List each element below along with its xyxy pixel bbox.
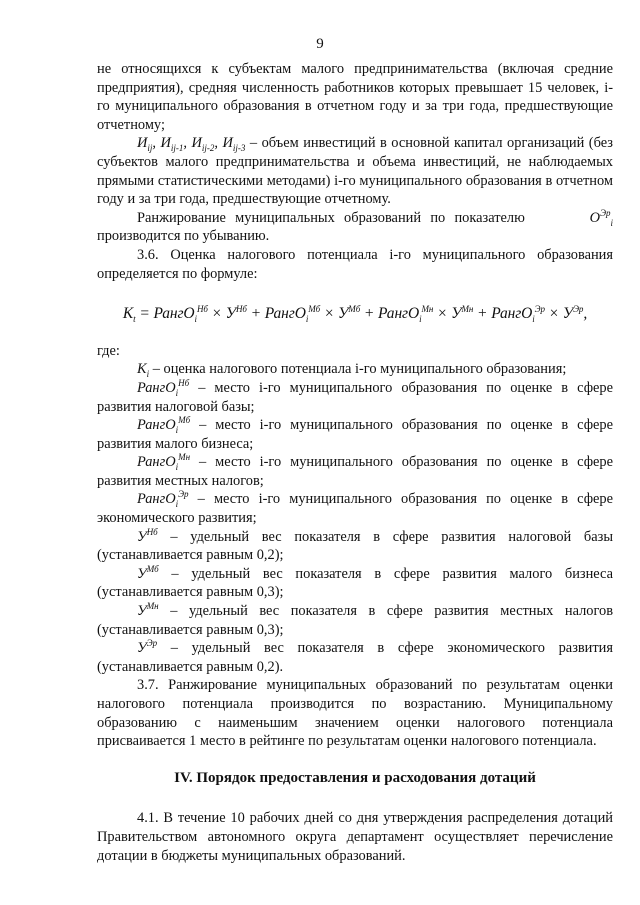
paragraph-ranking: Ранжирование муниципальных образований по показателю $O^{Эр}_i$ производится по убыванию. [97,207,613,245]
definition-k: $K_i$ – оценка налогового потенциала i-го муниципального образования; [137,361,567,380]
weight-er: $У^{Эр}$ – удельный вес показателя в сфере экономического развития (устанавливается равным 0,2). [97,638,613,675]
section-4-1: 4.1. В течение 10 рабочих дней со дня утверждения распределения дотаций Правительством автономного округа департамент осуществляет перечисление дотации в бюджеты муниципальных образований. [97,810,613,864]
paragraph-investment-definition: $И_{ij}$, $И_{ij-1}$, $И_{ij-2}$, $И_{ij-3}$ – объем инвестиций в основной капитал организаций (без субъектов малого предпринимательства и объема инвестиций, не наблюдаемых прямыми статистическими методами) i-го муниципального образования в отчетном году и за три года, предшествующие отчетному. [97,135,613,208]
weight-mn: $У^{Мн}$ – удельный вес показателя в сфере развития местных налогов (устанавливается равным 0,3); [97,601,613,638]
document-body [97,60,613,865]
definition-rank-nb: РангO$_i^{Нб}$ – место i-го муниципального образования по оценке в сфере развития налоговой базы; [97,378,613,415]
paragraph-continuation: не относящихся к субъектам малого предпринимательства (включая средние предприятия), средняя численность работников которых превышает 15 человек, i-го муниципального образования в отчетном году и за три года, предшествующие отчетному; [97,61,613,133]
definition-rank-mb: РангO$_i^{Мб}$ – место i-го муниципального образования по оценке в сфере развития малого бизнеса; [97,415,613,452]
weight-mb: $У^{Мб}$ – удельный вес показателя в сфере развития малого бизнеса (устанавливается равным 0,3); [97,564,613,601]
investment-symbol: $И_{ij}$, $И_{ij-1}$, $И_{ij-2}$, $И_{ij-3}$ [137,135,246,154]
section-3-6: 3.6. Оценка налогового потенциала i-го муниципального образования определяется по формуле: [97,246,613,282]
weight-nb: $У^{Нб}$ – удельный вес показателя в сфере развития налоговой базы (устанавливается равным 0,2); [97,526,613,564]
page-number: 9 [316,36,324,52]
where-label: где: [97,342,120,359]
definition-rank-mn: РангO$_i^{Мн}$ – место i-го муниципального образования по оценке в сфере развития местных налогов; [97,452,613,489]
definition-rank-er: РангO$_i^{Эр}$ – место i-го муниципального образования по оценке в сфере экономического развития; [97,489,613,527]
formula: $K_t$ = РангO$_i^{Нб}$ × $У^{Нб}$ + РангO$_i^{Мб}$ × $У^{Мб}$ + РангO$_i^{Мн}$ × $У^{Мн}$ + РангO$_i^{Эр}$ × $У^{Эр}$, [122,303,588,325]
section-3-7: 3.7. Ранжирование муниципальных образований по результатам оценки налогового потенциала производится по возрастанию. Муниципальному образованию с наименьшим значением оценки налогового потенциала присваивается 1 место в рейтинге по результатам оценки налогового потенциала. [97,677,613,750]
indicator-symbol: $O^{Эр}_i$ [589,207,613,228]
section-heading-iv: IV. Порядок предоставления и расходования дотаций [174,769,536,786]
